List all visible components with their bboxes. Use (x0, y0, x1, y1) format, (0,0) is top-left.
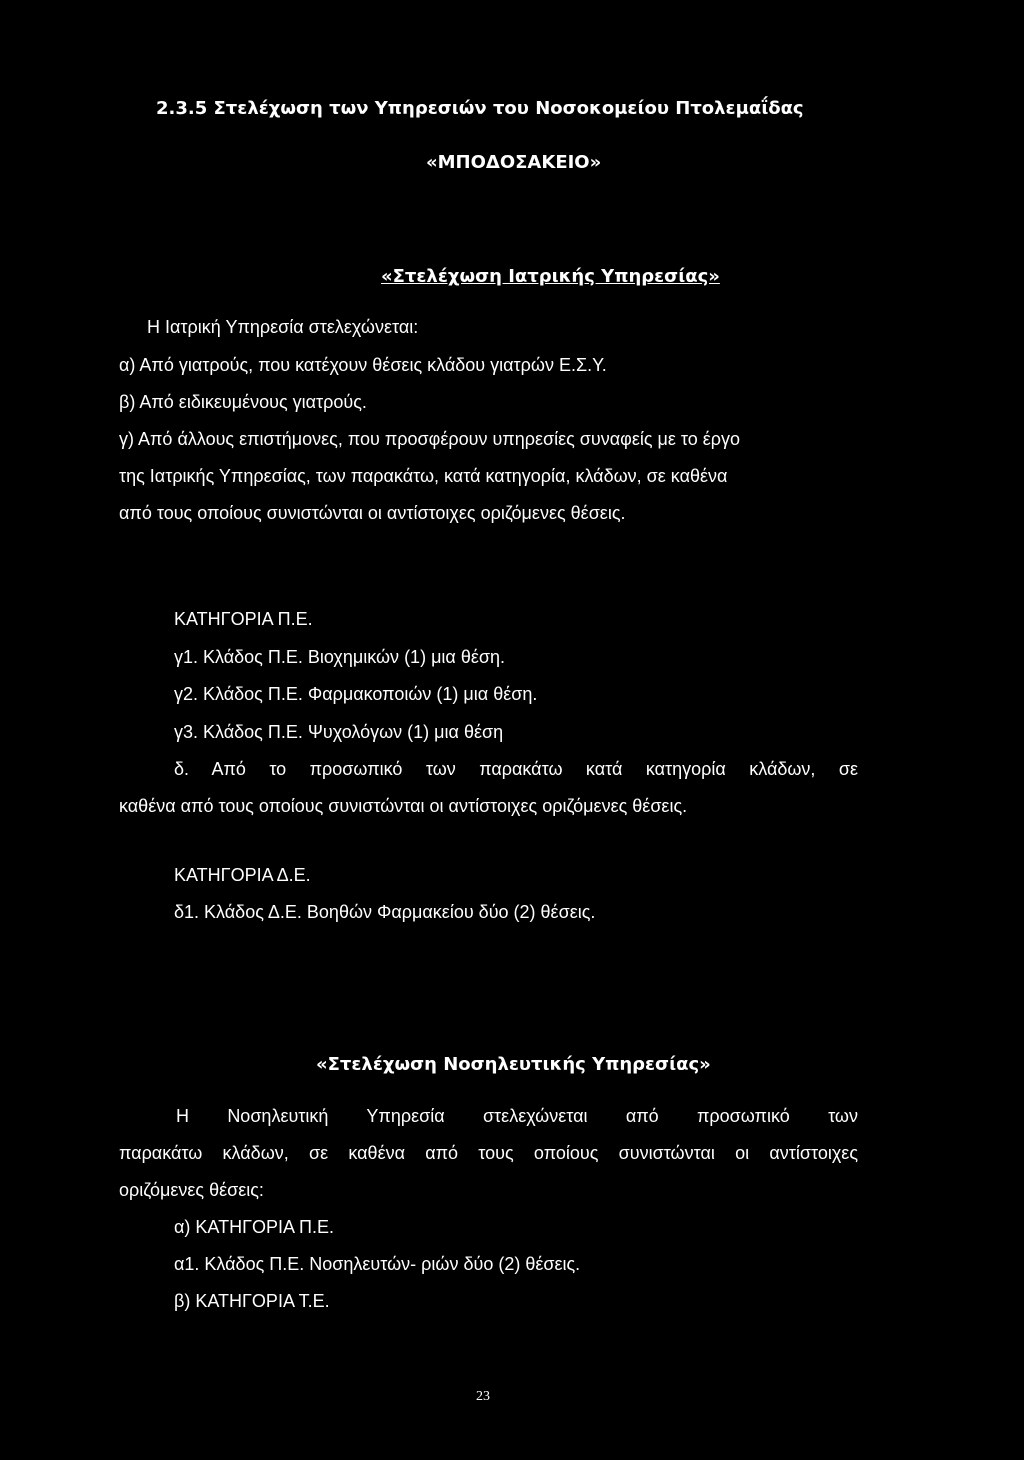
nursing-item-a1: α1. Κλάδος Π.Ε. Νοσηλευτών- ριών δύο (2) θέσεις. (174, 1254, 581, 1274)
nursing-item-a: α) ΚΑΤΗΓΟΡΙΑ Π.Ε. (174, 1217, 335, 1237)
nursing-service-heading: «Στελέχωση Νοσηλευτικής Υπηρεσίας» (316, 1054, 711, 1075)
medical-service-heading: «Στελέχωση Ιατρικής Υπηρεσίας» (381, 266, 720, 287)
medical-item-c-line-1: γ) Από άλλους επιστήμονες, που προσφέρουν υπηρεσίες συναφείς με το έργο (119, 429, 741, 449)
category-pe: ΚΑΤΗΓΟΡΙΑ Π.Ε. (174, 609, 313, 629)
page-number: 23 (476, 1389, 490, 1404)
hospital-name: «ΜΠΟΔΟΣΑΚΕΙΟ» (426, 152, 602, 173)
medical-item-c-line-2: της Ιατρικής Υπηρεσίας, των παρακάτω, κατά κατηγορία, κλάδων, σε καθένα (119, 466, 728, 486)
medical-item-c-line-3: από τους οποίους συνιστώνται οι αντίστοιχες οριζόμενες θέσεις. (119, 503, 626, 523)
category-de: ΚΑΤΗΓΟΡΙΑ Δ.Ε. (174, 865, 311, 885)
medical-item-d-line-2: καθένα από τους οποίους συνιστώνται οι αντίστοιχες οριζόμενες θέσεις. (119, 796, 688, 816)
section-title: 2.3.5 Στελέχωση των Υπηρεσιών του Νοσοκομείου Πτολεμαΐδας (156, 98, 804, 119)
medical-item-a: α) Από γιατρούς, που κατέχουν θέσεις κλάδου γιατρών Ε.Σ.Υ. (119, 355, 607, 375)
nursing-intro-line-1: Η Νοσηλευτική Υπηρεσία στελεχώνεται από προσωπικό των (176, 1106, 858, 1126)
pe-item-3: γ3. Κλάδος Π.Ε. Ψυχολόγων (1) μια θέση (174, 722, 504, 742)
pe-item-1: γ1. Κλάδος Π.Ε. Βιοχημικών (1) μια θέση. (174, 647, 505, 667)
nursing-item-b: β) ΚΑΤΗΓΟΡΙΑ Τ.Ε. (174, 1291, 330, 1311)
nursing-intro-line-2: παρακάτω κλάδων, σε καθένα από τους οποίους συνιστώνται οι αντίστοιχες (119, 1143, 858, 1163)
de-item-1: δ1. Κλάδος Δ.Ε. Βοηθών Φαρμακείου δύο (2) θέσεις. (174, 902, 596, 922)
medical-item-b: β) Από ειδικευμένους γιατρούς. (119, 392, 367, 412)
medical-item-d-line-1: δ. Από το προσωπικό των παρακάτω κατά κατηγορία κλάδων, σε (174, 759, 858, 779)
medical-intro: Η Ιατρική Υπηρεσία στελεχώνεται: (147, 317, 419, 337)
pe-item-2: γ2. Κλάδος Π.Ε. Φαρμακοποιών (1) μια θέση. (174, 684, 538, 704)
nursing-intro-line-3: οριζόμενες θέσεις: (119, 1180, 264, 1200)
